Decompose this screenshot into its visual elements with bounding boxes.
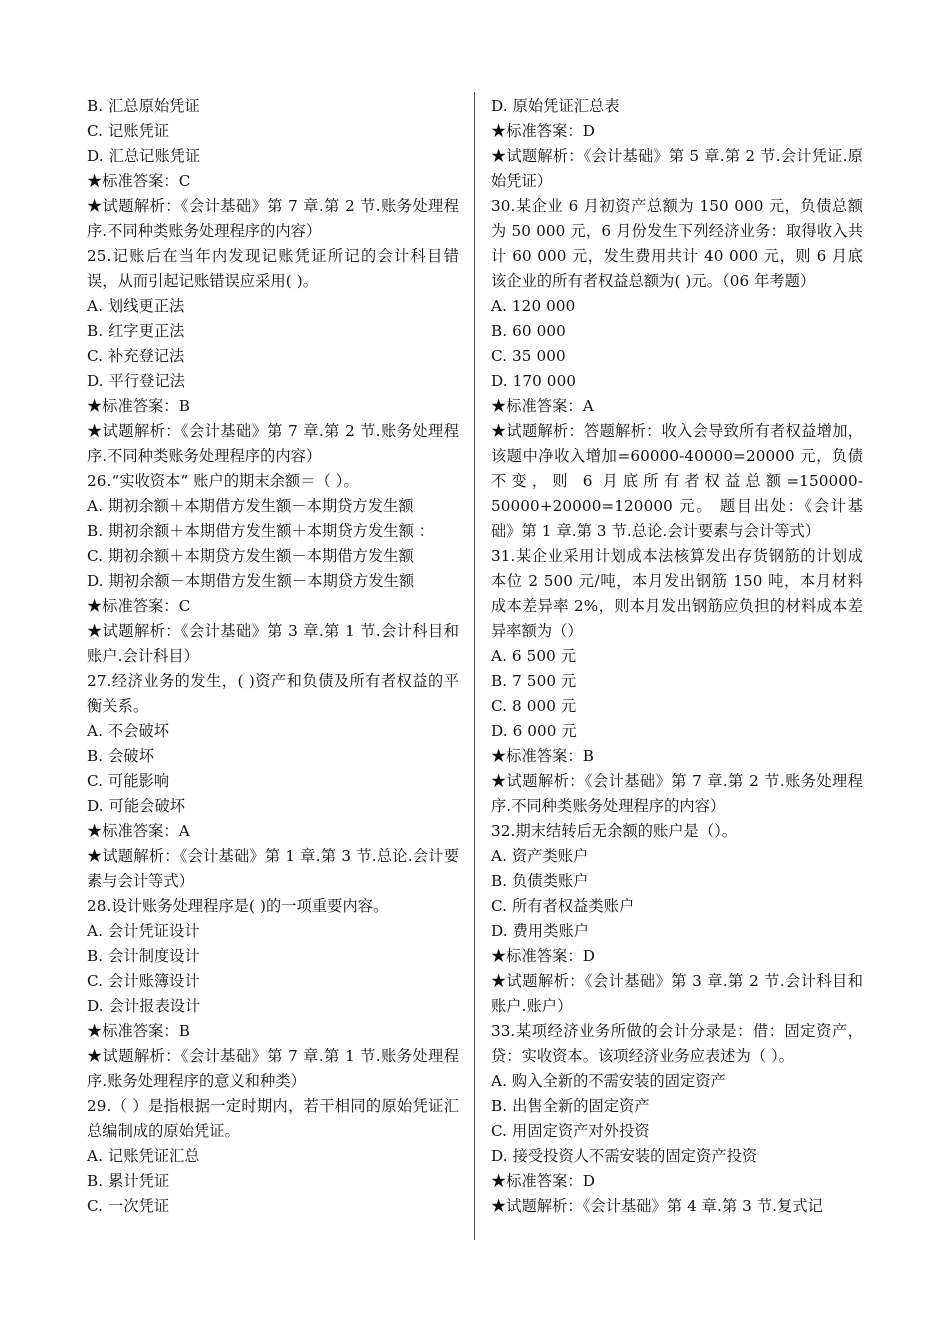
text-line: A. 购入全新的不需安装的固定资产	[491, 1072, 726, 1090]
text-line: C. 35 000	[491, 347, 566, 365]
text-line: ★标准答案：C	[87, 597, 191, 615]
text-line: ★标准答案：B	[491, 747, 594, 765]
left-column	[87, 94, 459, 1219]
text-line: D. 170 000	[491, 372, 577, 390]
text-line: ★标准答案：C	[87, 172, 191, 190]
text-line: 29.（ ）是指根据一定时期内，若干相同的原始凭证汇总编制成的原始凭证。	[87, 1097, 459, 1140]
text-line: B. 7 500 元	[491, 672, 577, 690]
text-line: 33.某项经济业务所做的会计分录是：借：固定资产，贷：实收资本。该项经济业务应表述为（ ）。	[491, 1022, 863, 1065]
text-line: ★试题解析：《会计基础》第 7 章.第 2 节.账务处理程序.不同种类账务处理程序的内容）	[87, 422, 459, 465]
text-line: A. 资产类账户	[491, 847, 589, 865]
text-line: D. 会计报表设计	[87, 997, 201, 1015]
text-line: C. 一次凭证	[87, 1197, 170, 1215]
text-line: A. 6 500 元	[491, 647, 577, 665]
text-line: B. 60 000	[491, 322, 566, 340]
text-line: ★标准答案：B	[87, 397, 190, 415]
column-divider	[474, 92, 475, 1240]
text-line: ★试题解析：《会计基础》第 3 章.第 2 节.会计科目和账户.账户）	[491, 972, 863, 1015]
text-line: 27.经济业务的发生，( )资产和负债及所有者权益的平衡关系。	[87, 672, 459, 715]
text-line: ★试题解析：《会计基础》第 7 章.第 1 节.账务处理程序.账务处理程序的意义和种类）	[87, 1047, 459, 1090]
text-line: C. 期初余额＋本期贷方发生额－本期借方发生额	[87, 547, 414, 565]
text-line: D. 期初余额－本期借方发生额－本期贷方发生额	[87, 572, 415, 590]
text-line: C. 所有者权益类账户	[491, 897, 635, 915]
text-line: C. 可能影响	[87, 772, 170, 790]
text-line: 31.某企业采用计划成本法核算发出存货钢筋的计划成本位 2 500 元/吨，本月发出钢筋 150 吨，本月材料成本差异率 2%，则本月发出钢筋应负担的材料成本差异率额为（）	[491, 547, 863, 640]
text-line: D. 平行登记法	[87, 372, 186, 390]
text-line: D. 费用类账户	[491, 922, 590, 940]
text-line: ★标准答案：D	[491, 1172, 596, 1190]
text-line: B. 期初余额＋本期借方发生额＋本期贷方发生额 ：	[87, 522, 435, 540]
text-line: D. 6 000 元	[491, 722, 577, 740]
text-line: C. 会计账簿设计	[87, 972, 200, 990]
text-line: D. 接受投资人不需安装的固定资产投资	[491, 1147, 758, 1165]
text-line: C. 8 000 元	[491, 697, 577, 715]
text-line: ★标准答案：D	[491, 122, 596, 140]
text-line: ★试题解析：《会计基础》第 1 章.第 3 节.总论.会计要素与会计等式）	[87, 847, 459, 890]
text-line: D. 原始凭证汇总表	[491, 97, 620, 115]
text-line: 28.设计账务处理程序是( )的一项重要内容。	[87, 897, 389, 915]
text-line: C. 记账凭证	[87, 122, 170, 140]
text-line: A. 划线更正法	[87, 297, 185, 315]
text-line: A. 不会破坏	[87, 722, 170, 740]
text-line: B. 会破坏	[87, 747, 154, 765]
text-line: A. 记账凭证汇总	[87, 1147, 200, 1165]
text-line: ★试题解析：答题解析：收入会导致所有者权益增加，该题中净收入增加=60000-40000=20000 元，负债不变，则 6 月底所有者权益总额=150000-50000+20000=120000 元。 题目出处：《会计基础》第 1 章.第 3 节.总论.会计要素与会计等式）	[491, 422, 863, 540]
text-line: D. 汇总记账凭证	[87, 147, 201, 165]
text-line: ★试题解析：《会计基础》第 5 章.第 2 节.会计凭证.原始凭证）	[491, 147, 863, 190]
text-line: 32.期末结转后无余额的账户是（）。	[491, 822, 738, 840]
text-line: B. 出售全新的固定资产	[491, 1097, 650, 1115]
text-line: A. 会计凭证设计	[87, 922, 200, 940]
text-line: 30.某企业 6 月初资产总额为 150 000 元，负债总额为 50 000 元，6 月份发生下列经济业务：取得收入共计 60 000 元，发生费用共计 40 000 元，则 6 月底该企业的所有者权益总额为( )元。（06 年考题）	[491, 197, 863, 290]
text-line: A. 120 000	[491, 297, 576, 315]
text-line: ★试题解析：《会计基础》第 7 章.第 2 节.账务处理程序.不同种类账务处理程序的内容）	[87, 197, 459, 240]
text-line: B. 负债类账户	[491, 872, 589, 890]
text-line: ★试题解析：《会计基础》第 3 章.第 1 节.会计科目和账户.会计科目）	[87, 622, 459, 665]
text-line: B. 累计凭证	[87, 1172, 170, 1190]
right-column	[491, 94, 863, 1219]
text-line: ★标准答案：B	[87, 1022, 190, 1040]
text-line: ★标准答案：D	[491, 947, 596, 965]
text-line: A. 期初余额＋本期借方发生额－本期贷方发生额	[87, 497, 414, 515]
text-line: B. 会计制度设计	[87, 947, 200, 965]
text-line: C. 用固定资产对外投资	[491, 1122, 650, 1140]
text-line: C. 补充登记法	[87, 347, 185, 365]
text-line: 26.“实收资本” 账户的期末余额＝（ ）。	[87, 472, 359, 490]
text-line: ★试题解析：《会计基础》第 4 章.第 3 节.复式记	[491, 1197, 823, 1215]
text-line: B. 红字更正法	[87, 322, 185, 340]
text-line: ★标准答案：A	[491, 397, 594, 415]
text-line: ★标准答案：A	[87, 822, 190, 840]
text-line: B. 汇总原始凭证	[87, 97, 200, 115]
text-line: 25.记账后在当年内发现记账凭证所记的会计科目错误，从而引起记账错误应采用( )。	[87, 247, 459, 290]
text-line: ★试题解析：《会计基础》第 7 章.第 2 节.账务处理程序.不同种类账务处理程序的内容）	[491, 772, 863, 815]
text-line: D. 可能会破坏	[87, 797, 186, 815]
